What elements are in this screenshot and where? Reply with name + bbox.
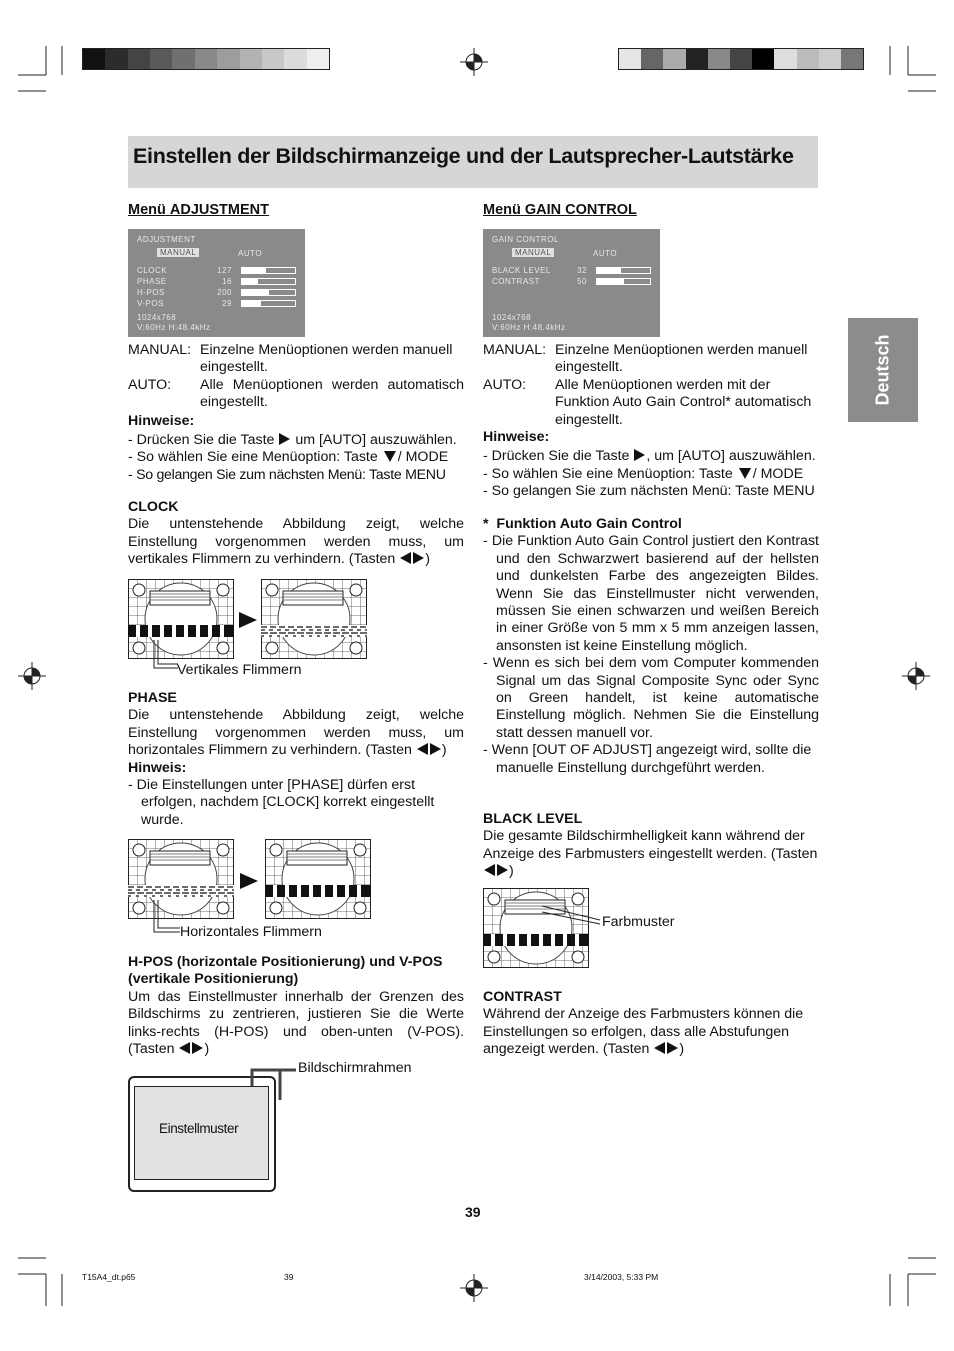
black-level-section: BLACK LEVEL Die gesamte Bildschirmhelligkeit kann während der Anzeige des Farbmusters eingestellt werden. (Tasten ) — [483, 811, 818, 880]
page-title: Einstellen der Bildschirmanzeige und der Lautsprecher-Lautstärke — [133, 144, 794, 168]
osd-row-bar — [596, 278, 651, 285]
osd-row-value: 50 — [577, 277, 587, 286]
test-pattern-label: Einstellmuster — [159, 1121, 239, 1136]
osd-auto: AUTO — [593, 249, 618, 258]
arrow-right-icon — [239, 612, 257, 628]
osd-title: ADJUSTMENT — [137, 235, 196, 244]
right-arrow-icon — [497, 864, 508, 876]
adjustment-heading: Menü ADJUSTMENT — [128, 202, 269, 218]
left-arrow-icon — [484, 864, 495, 876]
phase-after-pattern — [265, 839, 371, 919]
note-1: - Drücken Sie die Taste um [AUTO] auszuwählen. — [128, 432, 457, 449]
osd-row-bar — [241, 300, 296, 307]
note-2: - So wählen Sie eine Menüoption: Taste / MODE — [128, 449, 449, 466]
agc-item: - Wenn es sich bei dem vom Computer kommenden Signal um das Signal Composite Sync oder Sync on Green handelt, ist keine automatische Einstellung möglich. Nehmen Sie die Einstellung statt dessen manuell vor. — [483, 655, 819, 741]
frame-caption: Bildschirmrahmen — [298, 1060, 412, 1076]
language-tab — [848, 318, 918, 422]
agc-item: - Die Funktion Auto Gain Control justiert den Kontrast und den Schwarzwert basierend auf der hellsten und dunkelsten Farbe des angezeigten Bildes. Wenn Sie das Einstellmuster nicht verwenden, müssen Sie einen schwarzen und weißen Bereich in einer Größe von 5 mm x 5 mm anzeigen lassen, ansonsten ist keine Einstellung möglich. — [483, 533, 819, 654]
right-arrow-icon — [413, 552, 424, 564]
osd-row-bar — [241, 289, 296, 296]
right-arrow-icon — [667, 1042, 678, 1054]
left-arrow-icon — [417, 743, 428, 755]
osd-frequency: V:60Hz H:48.4kHz — [137, 323, 211, 332]
agc-section: * Funktion Auto Gain Control - Die Funktion Auto Gain Control justiert den Kontrast und den Schwarzwert basierend auf der hellsten und dunkelsten Farbe des angezeigten Bildes. Wenn Sie das Einstellmuster nicht verwenden, müssen Sie einen schwarzen und weißen Bereich in einer Größe von 5 mm x 5 mm anzeigen lassen, ansonsten ist keine Einstellung möglich. - Wenn es sich bei dem vom Computer kommenden Signal um das Signal Composite Sync oder Sync on Green handelt, ist keine automatische Einstellung möglich. Nehmen Sie die Einstellung statt dessen manuell vor. - Wenn [OUT OF ADJUST] angezeigt wird, sollte die manuelle Einstellung durchgeführt werden. — [483, 516, 819, 776]
osd-row-label: BLACK LEVEL — [492, 266, 551, 275]
arrow-right-icon — [240, 873, 258, 889]
osd-row-bar — [241, 267, 296, 274]
osd-row-bar — [596, 267, 651, 274]
osd-row-value: 29 — [222, 299, 232, 308]
osd-resolution: 1024x768 — [492, 313, 532, 322]
language-tab-label: Deutsch — [872, 334, 893, 406]
hpos-section: H-POS (horizontale Positionierung) und V-POS (vertikale Positionierung) Um das Einstellmuster innerhalb der Grenzen des Bildschirms zu zentrieren, justieren Sie die Werte links-rechts (H-POS) und oben-unten (V-POS). (Tasten ) — [128, 954, 464, 1058]
osd-row-label: H-POS — [137, 288, 165, 297]
osd-row-label: CLOCK — [137, 266, 168, 275]
caption-leader — [150, 640, 180, 672]
footer-page: 39 — [284, 1272, 294, 1282]
osd-row-label: V-POS — [137, 299, 164, 308]
phase-section: PHASE Die untenstehende Abbildung zeigt, welche Einstellung vorgenommen werden muss, um horizontales Flimmern zu verhindern. (Tasten ) Hinweis: - Die Einstellungen unter [PHASE] dürfen erst erfolgen, nachdem [CLOCK] korrekt eingestellt wurde. — [128, 690, 464, 828]
left-arrow-icon — [400, 552, 411, 564]
osd-row-label: CONTRAST — [492, 277, 540, 286]
note-3: - So gelangen Sie zum nächsten Menü: Taste MENU — [483, 483, 815, 500]
osd-resolution: 1024x768 — [137, 313, 177, 322]
osd-row-value: 127 — [217, 266, 232, 275]
osd-row-value: 32 — [577, 266, 587, 275]
gain-heading: Menü GAIN CONTROL — [483, 202, 637, 218]
osd-frequency: V:60Hz H:48.4kHz — [492, 323, 566, 332]
caption-leader — [150, 900, 182, 936]
page-number: 39 — [465, 1204, 481, 1220]
note-2: - So wählen Sie eine Menüoption: Taste / MODE — [483, 465, 804, 482]
contrast-section: CONTRAST Während der Anzeige des Farbmusters können die Einstellungen so erfolgen, dass alle Abstufungen angezeigt werden. (Tasten ) — [483, 989, 804, 1058]
osd-manual: MANUAL — [512, 248, 554, 257]
frame-leader — [250, 1064, 300, 1104]
note-3: - So gelangen Sie zum nächsten Menü: Taste MENU — [128, 466, 446, 483]
adjustment-osd — [128, 229, 305, 337]
osd-row-value: 16 — [222, 277, 232, 286]
phase-caption: Horizontales Flimmern — [180, 924, 322, 940]
osd-manual: MANUAL — [157, 248, 199, 257]
farbmuster-leader — [540, 900, 602, 928]
right-arrow-icon — [192, 1042, 203, 1054]
gain-osd — [483, 229, 660, 337]
right-arrow-icon — [634, 449, 645, 461]
osd-title: GAIN CONTROL — [492, 235, 559, 244]
footer-date: 3/14/2003, 5:33 PM — [584, 1272, 659, 1282]
gain-manual: MANUAL: Einzelne Menüoptionen werden manuell eingestellt. AUTO: Alle Menüoptionen werden mit der Funktion Auto Gain Control* automatisch eingestellt. Hinweise: - Drücken Sie die Taste , um [AUTO] auszuwählen. - So wählen Sie eine Menüoption: Taste / MODE - So gelangen Sie zum nächsten Menü: Taste MENU — [483, 342, 819, 501]
clock-caption: Vertikales Flimmern — [177, 662, 302, 678]
note-1: - Drücken Sie die Taste , um [AUTO] auszuwählen. — [483, 448, 816, 465]
footer-file: T15A4_dt.p65 — [82, 1272, 136, 1282]
left-arrow-icon — [179, 1042, 190, 1054]
left-arrow-icon — [654, 1042, 665, 1054]
down-arrow-icon — [739, 468, 751, 479]
down-arrow-icon — [384, 451, 396, 462]
right-arrow-icon — [279, 433, 290, 445]
black-caption: Farbmuster — [602, 914, 675, 930]
adjustment-manual: MANUAL: Einzelne Menüoptionen werden manuell eingestellt. AUTO: Alle Menüoptionen werden automatisch eingestellt. Hinweise: - Drücken Sie die Taste um [AUTO] auszuwählen. - So wählen Sie eine Menüoption: Taste / MODE - So gelangen Sie zum nächsten Menü: Taste MENU — [128, 342, 464, 483]
osd-auto: AUTO — [238, 249, 263, 258]
osd-row-bar — [241, 278, 296, 285]
clock-before-pattern — [128, 579, 234, 659]
right-arrow-icon — [430, 743, 441, 755]
osd-row-label: PHASE — [137, 277, 167, 286]
osd-row-value: 200 — [217, 288, 232, 297]
agc-item: - Wenn [OUT OF ADJUST] angezeigt wird, sollte die manuelle Einstellung durchgeführt werden. — [483, 742, 812, 776]
clock-section: CLOCK Die untenstehende Abbildung zeigt, welche Einstellung vorgenommen werden muss, um vertikales Flimmern zu verhindern. (Tasten ) — [128, 499, 464, 568]
clock-after-pattern — [261, 579, 367, 659]
